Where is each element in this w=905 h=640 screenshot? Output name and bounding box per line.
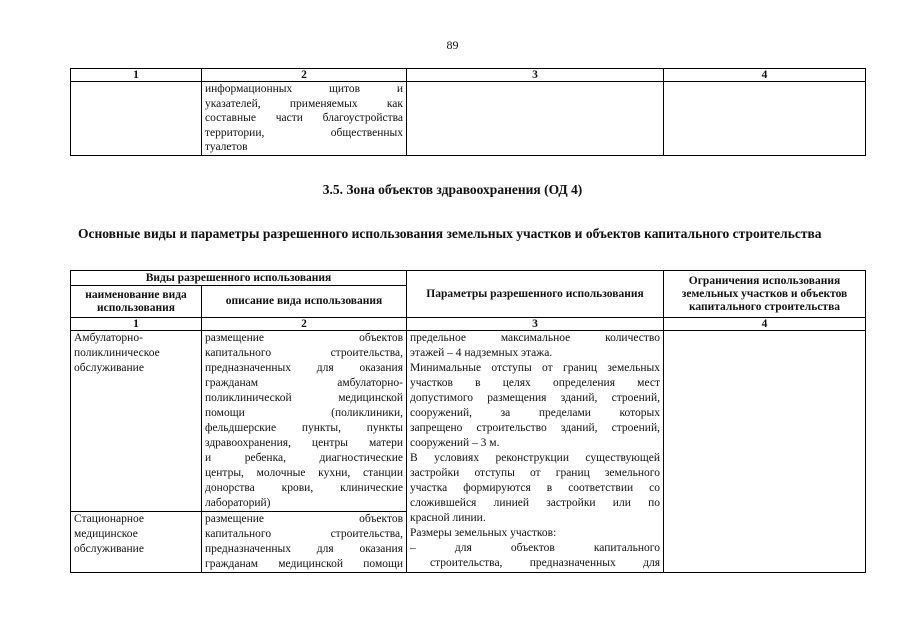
table-row [71, 82, 866, 156]
cell-description [202, 512, 407, 573]
column-number-row [71, 318, 866, 331]
text-line: информационных щитов и [205, 83, 403, 95]
column-number: 3 [407, 69, 664, 82]
cell-description [202, 331, 407, 512]
text-line: размещение объектов [205, 513, 403, 525]
text-line: участков в целях определения мест [410, 377, 660, 389]
text-line: обслуживание [74, 543, 144, 555]
column-number: 2 [202, 69, 407, 82]
text-line: строительства, предназначенных для [430, 557, 660, 569]
text-line: сооружений, за пределами которых [410, 407, 660, 419]
text-line: Амбулаторно- [74, 332, 143, 344]
cell-parameters [407, 331, 664, 573]
permitted-use-table [70, 270, 866, 573]
cell-restrictions [664, 82, 866, 156]
header-row [71, 271, 866, 286]
header-restrictions: Ограничения использования земельных участков и объектов капитального строительства [664, 271, 866, 318]
column-number-row [71, 69, 866, 82]
text-line: указателей, применяемых как [205, 97, 403, 110]
text-line: запрещено строительство зданий, строений, [410, 422, 660, 434]
text-line: и ребенка, диагностические [205, 452, 403, 464]
text-line: допустимого размещения зданий, строений, [410, 392, 660, 404]
page-number: 89 [446, 38, 459, 52]
cell-name [71, 512, 202, 573]
text-line: предназначенных для оказания [205, 362, 403, 374]
text-line: помощи (поликлиники, [205, 407, 403, 419]
cell-restrictions [664, 331, 866, 573]
text-line: гражданам медицинской помощи [205, 558, 403, 570]
text-line: туалетов [205, 141, 248, 153]
continuation-table [70, 68, 866, 156]
column-number: 1 [71, 318, 202, 331]
text-line: капитального строительства, [205, 528, 403, 540]
text-line: территории, общественных [205, 126, 403, 139]
text-line: центры, молочные кухни, станции [205, 467, 403, 479]
text-line: лабораторий) [205, 497, 271, 509]
header-group: Виды разрешенного использования [71, 271, 407, 286]
text-line: капитального строительства, [205, 347, 403, 359]
intro-heading: Основные виды и параметры разрешенного использования земельных участков и объектов капитального строительства [78, 226, 822, 241]
cell-name [71, 331, 202, 512]
text-line: – для объектов капитального [410, 542, 660, 554]
text-line: размещение объектов [205, 332, 403, 344]
table-row [71, 331, 866, 512]
header-description: описание вида использования [202, 286, 407, 318]
column-number: 4 [664, 318, 866, 331]
text-line: Минимальные отступы от границ земельных [410, 362, 660, 374]
column-number: 4 [664, 69, 866, 82]
text-line: этажей – 4 надземных этажа. [410, 347, 553, 359]
text-line: предельное максимальное количество [410, 332, 660, 344]
text-line: гражданам амбулаторно- [205, 377, 403, 389]
cell-description [202, 82, 407, 156]
text-line: фельдшерские пункты, пункты [205, 422, 403, 434]
text-line: участка формируются в соответствии со [410, 482, 660, 494]
column-number: 3 [407, 318, 664, 331]
column-number: 2 [202, 318, 407, 331]
header-parameters: Параметры разрешенного использования [407, 271, 664, 318]
header-name: наименование вида использования [71, 286, 202, 318]
text-line: В условиях реконструкции существующей [410, 452, 660, 464]
text-line: здравоохранения, центры матери [205, 437, 403, 449]
text-line: Стационарное [74, 513, 145, 525]
text-line: составные части благоустройства [205, 112, 403, 124]
text-line: медицинское [74, 528, 138, 540]
text-line: предназначенных для оказания [205, 543, 403, 555]
section-title: 3.5. Зона объектов здравоохранения (ОД 4) [322, 182, 583, 197]
cell-name [71, 82, 202, 156]
text-line: поликлиническое [74, 347, 160, 359]
text-line: поликлинической медицинской [205, 392, 403, 404]
cell-parameters [407, 82, 664, 156]
text-line: красной линии. [410, 512, 486, 524]
text-line: донорства крови, клинические [205, 482, 403, 494]
text-line: обслуживание [74, 362, 144, 374]
text-line: сложившейся линией застройки или по [410, 497, 660, 509]
text-line: застройки отступы от границ земельного [410, 467, 660, 479]
text-line: Размеры земельных участков: [410, 527, 557, 539]
text-line: сооружений – 3 м. [410, 437, 500, 449]
column-number: 1 [71, 69, 202, 82]
